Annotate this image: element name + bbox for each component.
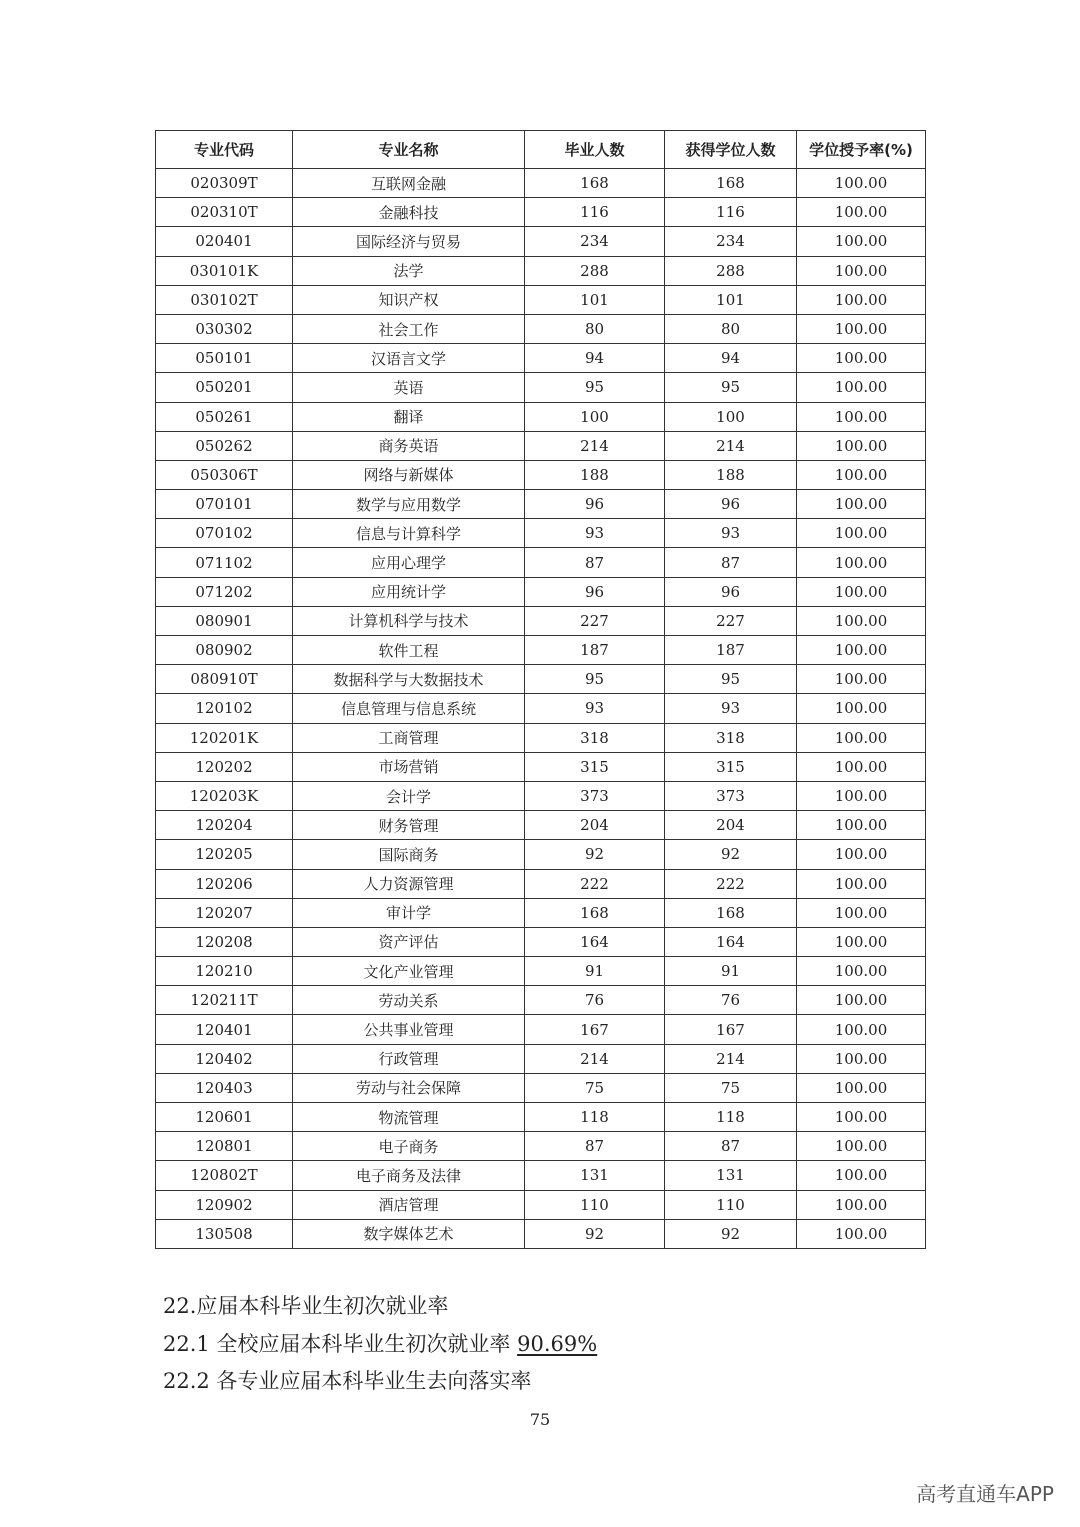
- major-name-cell: 软件工程: [293, 636, 525, 665]
- degree-rate-cell: 100.00: [797, 811, 926, 840]
- major-code-cell: 120801: [156, 1132, 293, 1161]
- degree-recipients-cell: 100: [665, 402, 797, 431]
- graduates-cell: 315: [525, 752, 665, 781]
- major-name-cell: 行政管理: [293, 1044, 525, 1073]
- graduates-cell: 92: [525, 840, 665, 869]
- degree-recipients-cell: 188: [665, 460, 797, 489]
- major-name-cell: 信息与计算科学: [293, 519, 525, 548]
- degree-recipients-cell: 315: [665, 752, 797, 781]
- degree-rate-cell: 100.00: [797, 227, 926, 256]
- degree-recipients-cell: 96: [665, 577, 797, 606]
- major-name-cell: 财务管理: [293, 811, 525, 840]
- major-name-cell: 数学与应用数学: [293, 490, 525, 519]
- page-number: 75: [529, 1410, 551, 1429]
- graduates-cell: 227: [525, 606, 665, 635]
- graduates-cell: 167: [525, 1015, 665, 1044]
- major-code-cell: 030101K: [156, 256, 293, 285]
- table-row: [156, 1161, 926, 1190]
- degree-recipients-cell: 168: [665, 169, 797, 198]
- table-row: [156, 548, 926, 577]
- degree-recipients-cell: 96: [665, 490, 797, 519]
- major-name-cell: 应用统计学: [293, 577, 525, 606]
- watermark: 高考直通车APP: [916, 1482, 1054, 1506]
- major-code-cell: 130508: [156, 1219, 293, 1248]
- degree-rate-cell: 100.00: [797, 169, 926, 198]
- major-code-cell: 120102: [156, 694, 293, 723]
- section-line-22-2: 22.2 各专业应届本科毕业生去向落实率: [163, 1369, 532, 1393]
- degree-rate-cell: 100.00: [797, 1132, 926, 1161]
- table-body: [156, 169, 926, 1249]
- major-name-cell: 商务英语: [293, 431, 525, 460]
- major-name-cell: 劳动关系: [293, 986, 525, 1015]
- table-row: [156, 519, 926, 548]
- table-row: [156, 752, 926, 781]
- major-name-cell: 会计学: [293, 781, 525, 810]
- degree-recipients-cell: 93: [665, 694, 797, 723]
- table-row: [156, 577, 926, 606]
- major-code-cell: 120205: [156, 840, 293, 869]
- major-code-cell: 050262: [156, 431, 293, 460]
- degree-rate-cell: 100.00: [797, 1161, 926, 1190]
- degree-recipients-cell: 187: [665, 636, 797, 665]
- major-code-cell: 120202: [156, 752, 293, 781]
- graduates-cell: 93: [525, 694, 665, 723]
- table-row: [156, 840, 926, 869]
- degree-rate-cell: 100.00: [797, 665, 926, 694]
- table-row: [156, 1015, 926, 1044]
- graduates-cell: 168: [525, 898, 665, 927]
- table-row: [156, 665, 926, 694]
- major-code-cell: 120401: [156, 1015, 293, 1044]
- major-code-cell: 120208: [156, 927, 293, 956]
- degree-rate-cell: 100.00: [797, 1073, 926, 1102]
- major-code-cell: 030302: [156, 314, 293, 343]
- major-code-cell: 080901: [156, 606, 293, 635]
- major-name-cell: 劳动与社会保障: [293, 1073, 525, 1102]
- degree-recipients-cell: 222: [665, 869, 797, 898]
- graduates-cell: 116: [525, 198, 665, 227]
- degree-rate-cell: 100.00: [797, 285, 926, 314]
- employment-rate-value: 90.69%: [517, 1332, 598, 1356]
- major-code-cell: 020401: [156, 227, 293, 256]
- major-code-cell: 050101: [156, 344, 293, 373]
- graduates-cell: 187: [525, 636, 665, 665]
- header-degree-rate: 学位授予率(%): [797, 131, 926, 169]
- degree-rate-cell: 100.00: [797, 636, 926, 665]
- major-name-cell: 审计学: [293, 898, 525, 927]
- major-code-cell: 120210: [156, 957, 293, 986]
- section-heading-22: 22.应届本科毕业生初次就业率: [163, 1294, 449, 1318]
- table-row: [156, 636, 926, 665]
- graduates-cell: 318: [525, 723, 665, 752]
- degree-recipients-cell: 87: [665, 1132, 797, 1161]
- table-row: [156, 1132, 926, 1161]
- table-row: [156, 986, 926, 1015]
- major-name-cell: 数字媒体艺术: [293, 1219, 525, 1248]
- header-degree-recipients: 获得学位人数: [665, 131, 797, 169]
- major-name-cell: 网络与新媒体: [293, 460, 525, 489]
- major-name-cell: 物流管理: [293, 1103, 525, 1132]
- degree-rate-cell: 100.00: [797, 1190, 926, 1219]
- major-code-cell: 120902: [156, 1190, 293, 1219]
- table-row: [156, 606, 926, 635]
- table-row: [156, 1103, 926, 1132]
- graduates-cell: 373: [525, 781, 665, 810]
- major-code-cell: 020310T: [156, 198, 293, 227]
- major-name-cell: 酒店管理: [293, 1190, 525, 1219]
- degree-rate-cell: 100.00: [797, 373, 926, 402]
- degree-recipients-cell: 94: [665, 344, 797, 373]
- degree-rate-cell: 100.00: [797, 957, 926, 986]
- major-code-cell: 120402: [156, 1044, 293, 1073]
- graduates-cell: 76: [525, 986, 665, 1015]
- major-name-cell: 国际商务: [293, 840, 525, 869]
- graduates-cell: 95: [525, 373, 665, 402]
- degree-recipients-cell: 227: [665, 606, 797, 635]
- table-row: [156, 373, 926, 402]
- table-row: [156, 898, 926, 927]
- degree-rate-cell: 100.00: [797, 781, 926, 810]
- table-row: [156, 694, 926, 723]
- degree-rate-cell: 100.00: [797, 548, 926, 577]
- degree-recipients-cell: 131: [665, 1161, 797, 1190]
- major-name-cell: 人力资源管理: [293, 869, 525, 898]
- graduates-cell: 91: [525, 957, 665, 986]
- table-row: [156, 811, 926, 840]
- major-name-cell: 工商管理: [293, 723, 525, 752]
- graduates-cell: 188: [525, 460, 665, 489]
- major-code-cell: 071102: [156, 548, 293, 577]
- major-code-cell: 080902: [156, 636, 293, 665]
- degree-rate-cell: 100.00: [797, 723, 926, 752]
- graduates-cell: 87: [525, 1132, 665, 1161]
- major-code-cell: 050306T: [156, 460, 293, 489]
- major-code-cell: 071202: [156, 577, 293, 606]
- degree-rate-cell: 100.00: [797, 1044, 926, 1073]
- major-code-cell: 120203K: [156, 781, 293, 810]
- major-code-cell: 050261: [156, 402, 293, 431]
- table-row: [156, 957, 926, 986]
- table-row: [156, 256, 926, 285]
- graduates-cell: 93: [525, 519, 665, 548]
- degree-recipients-cell: 214: [665, 431, 797, 460]
- major-code-cell: 050201: [156, 373, 293, 402]
- major-code-cell: 120802T: [156, 1161, 293, 1190]
- table-row: [156, 927, 926, 956]
- table-row: [156, 198, 926, 227]
- major-name-cell: 数据科学与大数据技术: [293, 665, 525, 694]
- degree-recipients-cell: 95: [665, 373, 797, 402]
- major-code-cell: 120204: [156, 811, 293, 840]
- degree-rate-cell: 100.00: [797, 1015, 926, 1044]
- degree-recipients-cell: 76: [665, 986, 797, 1015]
- graduates-cell: 95: [525, 665, 665, 694]
- table-row: [156, 723, 926, 752]
- table-row: [156, 227, 926, 256]
- table-row: [156, 781, 926, 810]
- degree-rate-cell: 100.00: [797, 519, 926, 548]
- table-row: [156, 1190, 926, 1219]
- header-graduates: 毕业人数: [525, 131, 665, 169]
- degree-rate-cell: 100.00: [797, 198, 926, 227]
- graduates-cell: 100: [525, 402, 665, 431]
- degree-rate-cell: 100.00: [797, 606, 926, 635]
- graduates-cell: 288: [525, 256, 665, 285]
- table-row: [156, 314, 926, 343]
- major-name-cell: 知识产权: [293, 285, 525, 314]
- graduates-cell: 87: [525, 548, 665, 577]
- major-name-cell: 电子商务及法律: [293, 1161, 525, 1190]
- major-name-cell: 资产评估: [293, 927, 525, 956]
- table-row: [156, 490, 926, 519]
- graduates-cell: 168: [525, 169, 665, 198]
- header-major-code: 专业代码: [156, 131, 293, 169]
- table-row: [156, 169, 926, 198]
- major-code-cell: 120601: [156, 1103, 293, 1132]
- major-code-cell: 070101: [156, 490, 293, 519]
- major-name-cell: 金融科技: [293, 198, 525, 227]
- graduates-cell: 214: [525, 1044, 665, 1073]
- graduates-cell: 92: [525, 1219, 665, 1248]
- table-row: [156, 344, 926, 373]
- degree-recipients-cell: 168: [665, 898, 797, 927]
- degree-recipients-cell: 75: [665, 1073, 797, 1102]
- section-line-22-1: [163, 1328, 597, 1358]
- degree-rate-cell: 100.00: [797, 986, 926, 1015]
- degree-recipients-cell: 167: [665, 1015, 797, 1044]
- table-row: [156, 869, 926, 898]
- major-name-cell: 汉语言文学: [293, 344, 525, 373]
- degree-recipients-cell: 91: [665, 957, 797, 986]
- degree-recipients-cell: 116: [665, 198, 797, 227]
- degree-recipients-cell: 288: [665, 256, 797, 285]
- degree-recipients-cell: 204: [665, 811, 797, 840]
- major-code-cell: 030102T: [156, 285, 293, 314]
- degree-recipients-cell: 92: [665, 840, 797, 869]
- line-22-1-label: 22.1 全校应届本科毕业生初次就业率: [163, 1332, 518, 1356]
- graduates-cell: 96: [525, 577, 665, 606]
- graduates-cell: 204: [525, 811, 665, 840]
- degree-rate-cell: 100.00: [797, 694, 926, 723]
- degree-recipients-cell: 101: [665, 285, 797, 314]
- degree-rate-cell: 100.00: [797, 256, 926, 285]
- degree-rate-cell: 100.00: [797, 869, 926, 898]
- major-name-cell: 英语: [293, 373, 525, 402]
- table-header-row: [156, 131, 926, 169]
- degree-rate-cell: 100.00: [797, 577, 926, 606]
- degree-recipients-cell: 318: [665, 723, 797, 752]
- table-row: [156, 1044, 926, 1073]
- major-name-cell: 互联网金融: [293, 169, 525, 198]
- graduates-cell: 110: [525, 1190, 665, 1219]
- degree-rate-cell: 100.00: [797, 1103, 926, 1132]
- major-name-cell: 文化产业管理: [293, 957, 525, 986]
- graduates-cell: 80: [525, 314, 665, 343]
- major-name-cell: 法学: [293, 256, 525, 285]
- degree-rate-cell: 100.00: [797, 402, 926, 431]
- table-row: [156, 1073, 926, 1102]
- major-code-cell: 120403: [156, 1073, 293, 1102]
- degree-recipients-cell: 118: [665, 1103, 797, 1132]
- degree-recipients-cell: 92: [665, 1219, 797, 1248]
- degree-recipients-cell: 110: [665, 1190, 797, 1219]
- table-row: [156, 431, 926, 460]
- major-code-cell: 120207: [156, 898, 293, 927]
- degree-rate-cell: 100.00: [797, 1219, 926, 1248]
- graduates-cell: 164: [525, 927, 665, 956]
- major-name-cell: 电子商务: [293, 1132, 525, 1161]
- degree-award-table: [155, 130, 926, 1249]
- degree-recipients-cell: 373: [665, 781, 797, 810]
- graduates-cell: 94: [525, 344, 665, 373]
- major-code-cell: 080910T: [156, 665, 293, 694]
- table-row: [156, 460, 926, 489]
- degree-recipients-cell: 87: [665, 548, 797, 577]
- graduates-cell: 75: [525, 1073, 665, 1102]
- major-name-cell: 国际经济与贸易: [293, 227, 525, 256]
- graduates-cell: 118: [525, 1103, 665, 1132]
- major-code-cell: 120211T: [156, 986, 293, 1015]
- degree-recipients-cell: 214: [665, 1044, 797, 1073]
- graduates-cell: 222: [525, 869, 665, 898]
- graduates-cell: 234: [525, 227, 665, 256]
- degree-rate-cell: 100.00: [797, 490, 926, 519]
- degree-rate-cell: 100.00: [797, 927, 926, 956]
- major-code-cell: 120201K: [156, 723, 293, 752]
- degree-rate-cell: 100.00: [797, 431, 926, 460]
- degree-rate-cell: 100.00: [797, 344, 926, 373]
- major-name-cell: 信息管理与信息系统: [293, 694, 525, 723]
- graduates-cell: 214: [525, 431, 665, 460]
- major-name-cell: 应用心理学: [293, 548, 525, 577]
- major-code-cell: 070102: [156, 519, 293, 548]
- major-name-cell: 公共事业管理: [293, 1015, 525, 1044]
- table-row: [156, 285, 926, 314]
- degree-recipients-cell: 164: [665, 927, 797, 956]
- degree-recipients-cell: 234: [665, 227, 797, 256]
- degree-rate-cell: 100.00: [797, 460, 926, 489]
- degree-rate-cell: 100.00: [797, 840, 926, 869]
- degree-rate-cell: 100.00: [797, 752, 926, 781]
- major-name-cell: 计算机科学与技术: [293, 606, 525, 635]
- table-row: [156, 1219, 926, 1248]
- degree-rate-cell: 100.00: [797, 898, 926, 927]
- major-name-cell: 市场营销: [293, 752, 525, 781]
- degree-recipients-cell: 95: [665, 665, 797, 694]
- table-row: [156, 402, 926, 431]
- graduates-cell: 131: [525, 1161, 665, 1190]
- graduates-cell: 101: [525, 285, 665, 314]
- degree-recipients-cell: 80: [665, 314, 797, 343]
- header-major-name: 专业名称: [293, 131, 525, 169]
- major-code-cell: 020309T: [156, 169, 293, 198]
- degree-rate-cell: 100.00: [797, 314, 926, 343]
- graduates-cell: 96: [525, 490, 665, 519]
- major-name-cell: 社会工作: [293, 314, 525, 343]
- degree-recipients-cell: 93: [665, 519, 797, 548]
- major-code-cell: 120206: [156, 869, 293, 898]
- major-name-cell: 翻译: [293, 402, 525, 431]
